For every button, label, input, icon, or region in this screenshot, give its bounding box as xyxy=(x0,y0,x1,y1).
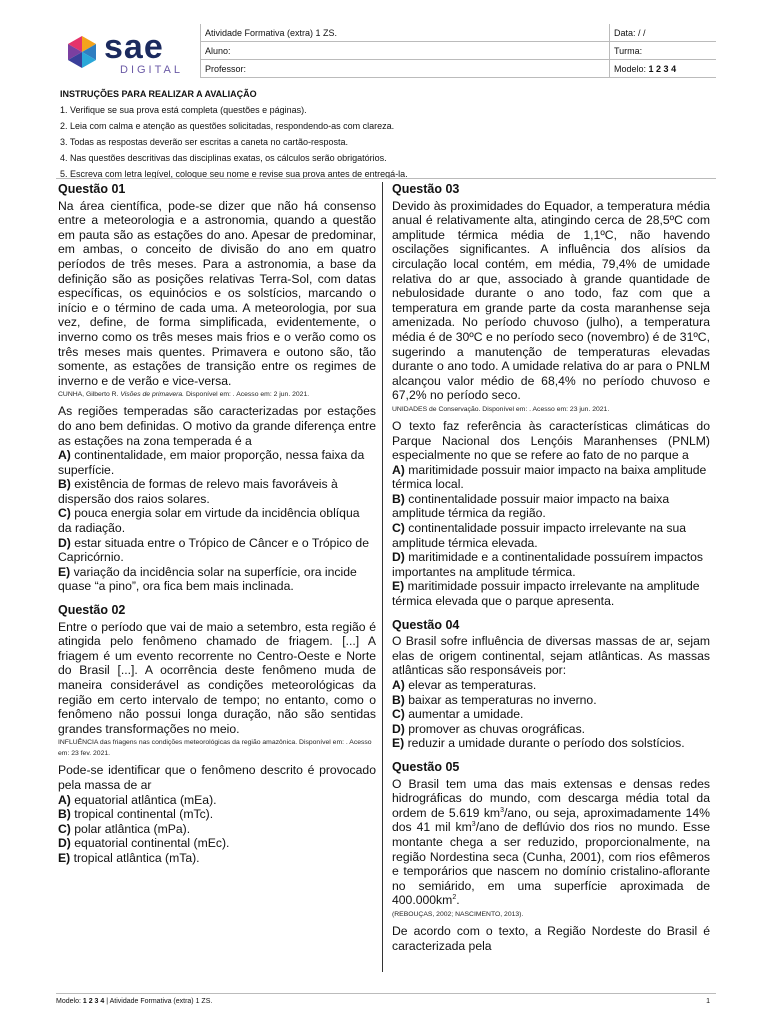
sae-logo-icon xyxy=(62,32,102,72)
option-a[interactable] xyxy=(392,463,710,492)
question-title: Questão 04 xyxy=(392,617,460,632)
option-text: maritimidade e a continentalidade possuírem impactos importantes na amplitude térmica. xyxy=(392,550,703,579)
option-letter: D) xyxy=(58,535,71,550)
option-b[interactable] xyxy=(392,693,710,708)
footer-activity: | Atividade Formativa (extra) 1 ZS. xyxy=(106,998,213,1005)
question-prompt: O texto faz referência às características climáticas do Parque Nacional dos Lençóis Maranhenses (PNLM) especialmente no que se refere ao fato de no parque a xyxy=(392,418,710,463)
superscript: 3 xyxy=(500,806,504,814)
option-c[interactable] xyxy=(392,707,710,722)
option-text: reduzir a umidade durante o período dos solstícios. xyxy=(407,736,685,751)
text-segment: /ano de deflúvio dos rios no mundo. Esse montante chega a ser reduzido, proporcionalmente, na região Nordestina seca (Cunha, 2001), com rios efêmeros e temporários que nascem no domínio cristalino-aflorante no semiárido, em uma superfície aproximada de 400.000km xyxy=(392,820,710,908)
question-prompt: Pode-se identificar que o fenômeno descrito é provocado pela massa de ar xyxy=(58,763,376,792)
left-column xyxy=(58,182,376,866)
superscript: 3 xyxy=(471,821,476,829)
question-title: Questão 03 xyxy=(392,182,460,196)
option-d[interactable] xyxy=(58,836,376,851)
option-e[interactable] xyxy=(58,851,376,866)
option-text: estar situada entre o Trópico de Câncer e o Trópico de Capricórnio. xyxy=(58,535,369,565)
page-footer xyxy=(56,993,716,1005)
instruction-item: 3. Todas as respostas deverão ser escritas a caneta no cartão-resposta. xyxy=(60,137,348,147)
sae-logo xyxy=(58,28,198,78)
question-title: Questão 02 xyxy=(58,603,126,618)
option-text: elevar as temperaturas. xyxy=(408,678,537,692)
option-text: maritimidade possuir maior impacto na baixa amplitude térmica local. xyxy=(392,462,707,492)
text-segment: O Brasil tem uma das mais extensas e densas redes hidrográficas do mundo, com descarga média total da ordem de 5.619 km xyxy=(392,776,710,820)
option-b[interactable] xyxy=(58,477,376,506)
option-d[interactable] xyxy=(392,550,710,579)
brand-subtitle: DIGITAL xyxy=(120,64,183,76)
document-header xyxy=(52,22,716,82)
source-citation: INFLUÊNCIA das friagens nas condições meteorológicas da região amazônica. Disponível em: . Acesso em: 23 fev. 2021. xyxy=(58,739,372,758)
option-text: baixar as temperaturas no inverno. xyxy=(408,692,597,707)
option-text: equatorial atlântica (mEa). xyxy=(74,792,217,807)
instruction-item: 2. Leia com calma e atenção as questões solicitadas, respondendo-as com clareza. xyxy=(60,121,395,131)
option-letter: A) xyxy=(392,462,405,477)
option-letter: D) xyxy=(58,836,71,851)
question-text: O Brasil sofre influência de diversas massas de ar, sejam elas de origem continental, sejam atlânticas. As massas atlânticas são responsáveis por: xyxy=(392,634,710,678)
right-column xyxy=(392,182,710,953)
question-prompt: As regiões temperadas são caracterizadas por estações do ano bem definidas. O motivo da grande diferença entre as estações na zona temperada é a xyxy=(58,404,376,448)
option-e[interactable] xyxy=(392,736,710,751)
info-table xyxy=(200,24,716,78)
option-a[interactable] xyxy=(392,678,710,693)
source-title: Visões de primavera. xyxy=(120,391,185,399)
header-divider xyxy=(56,178,716,179)
option-d[interactable] xyxy=(392,722,710,737)
option-text: existência de formas de relevo mais favoráveis à dispersão dos raios solares. xyxy=(58,477,338,506)
option-letter: B) xyxy=(392,491,405,506)
instructions-title: INSTRUÇÕES PARA REALIZAR A AVALIAÇÃO xyxy=(60,89,257,99)
option-letter: D) xyxy=(392,721,405,736)
page-number: 1 xyxy=(706,998,710,1005)
model-label: Modelo: xyxy=(614,63,647,74)
instruction-item: 5. Escreva com letra legível, coloque seu nome e revise sua prova antes de entregá-la. xyxy=(60,169,408,179)
text-segment: /ano, ou seja, aproximadamente 14% dos 41 mil km xyxy=(392,805,710,835)
source-citation: (REBOUÇAS, 2002; NASCIMENTO, 2013). xyxy=(392,910,524,918)
option-e[interactable] xyxy=(392,579,710,608)
teacher-field: Professor: xyxy=(201,60,610,78)
option-letter: A) xyxy=(58,792,71,807)
option-letter: E) xyxy=(392,579,405,594)
option-b[interactable] xyxy=(392,492,710,521)
question-text: Entre o período que vai de maio a setembro, esta região é atingida pelo fenômeno chamado de friagem. [...] A friagem é um evento recorrente no Centro-Oeste e Norte do Brasil [...]. A ocorrência deste fenômeno muda de maneira considerável as condições meteorológicas da região em certo intervalo de tempo; no entanto, como o fenômeno não possui longa duração, não são sentidas grandes transformações no meio. xyxy=(58,619,376,736)
brand-name: sae xyxy=(104,28,164,66)
option-letter: D) xyxy=(392,550,405,565)
option-d[interactable] xyxy=(58,536,376,565)
option-letter: B) xyxy=(58,807,71,822)
student-field: Aluno: xyxy=(201,42,610,60)
option-text: equatorial continental (mEc). xyxy=(74,836,230,851)
question-title: Questão 01 xyxy=(58,182,126,196)
question-text xyxy=(392,777,710,908)
text-segment: . xyxy=(456,893,460,908)
instruction-item: 4. Nas questões descritivas das disciplinas exatas, os cálculos serão obrigatórios. xyxy=(60,153,387,163)
source-details: Disponível em: . Acesso em: 2 jun. 2021. xyxy=(185,391,310,399)
column-divider xyxy=(382,182,383,972)
class-field: Turma: xyxy=(610,42,717,60)
superscript: 2 xyxy=(452,894,457,902)
option-letter: E) xyxy=(392,736,405,751)
source-citation xyxy=(58,389,376,400)
option-text: continentalidade, em maior proporção, nessa faixa da superfície. xyxy=(58,448,365,477)
option-letter: C) xyxy=(58,506,71,521)
source-author: CUNHA, Gilberto R. xyxy=(58,391,119,399)
option-letter: B) xyxy=(58,477,71,492)
option-letter: E) xyxy=(58,564,71,579)
footer-model-label: Modelo: xyxy=(56,998,81,1005)
option-text: variação da incidência solar na superfície, ora incide quase “a pino”, ora fica bem mais inclinada. xyxy=(58,564,357,594)
instructions xyxy=(60,86,720,182)
activity-title: Atividade Formativa (extra) 1 ZS. xyxy=(201,24,610,42)
option-text: polar atlântica (mPa). xyxy=(74,821,191,836)
source-citation: UNIDADES de Conservação. Disponível em: . Acesso em: 23 jun. 2021. xyxy=(392,405,610,413)
option-e[interactable] xyxy=(58,565,376,594)
option-c[interactable] xyxy=(58,822,376,837)
option-text: tropical atlântica (mTa). xyxy=(73,850,200,865)
option-text: continentalidade possuir impacto irrelevante na sua amplitude térmica elevada. xyxy=(392,521,687,550)
question-prompt: De acordo com o texto, a Região Nordeste do Brasil é caracterizada pela xyxy=(392,923,710,953)
option-letter: C) xyxy=(392,521,405,536)
option-c[interactable] xyxy=(58,506,376,535)
option-letter: A) xyxy=(392,678,405,692)
option-letter: C) xyxy=(58,821,71,836)
option-b[interactable] xyxy=(58,807,376,822)
model-field xyxy=(610,60,717,78)
option-letter: C) xyxy=(392,707,405,722)
question-title: Questão 05 xyxy=(392,759,460,774)
option-a[interactable] xyxy=(58,793,376,808)
option-text: tropical continental (mTc). xyxy=(74,807,214,822)
option-text: maritimidade possuir impacto irrelevante na amplitude térmica elevada que o parque apresenta. xyxy=(392,579,700,609)
option-a[interactable] xyxy=(58,448,376,477)
option-letter: B) xyxy=(392,692,405,707)
option-text: pouca energia solar em virtude da incidência oblíqua da radiação. xyxy=(58,506,360,536)
option-text: aumentar a umidade. xyxy=(408,707,524,722)
date-field: Data: / / xyxy=(610,24,717,42)
question-text: Na área científica, pode-se dizer que não há consenso entre a meteorologia e a astronomia, quando a questão em pauta são as estações do ano. Apesar de predominar, em ambas, o conceito de divisão do ano em quatro períodos de três meses. Para a astronomia, a base da definição são as posições relativas Terra-Sol, com datas específicas, os equinócios e os solstícios, marcando o início e o término de cada uma. A meteorologia, por sua vez, define, de forma simplificada, evidentemente, o inverno como os três meses mais frios e o verão como os três meses mais quentes. Primavera e outono são, tão somente, as estações de transição entre os regimes de inverno e de verão e vice-versa. xyxy=(58,198,376,388)
footer-model-values: 1 2 3 4 xyxy=(82,998,105,1005)
option-letter: A) xyxy=(58,448,71,463)
question-text: Devido às proximidades do Equador, a temperatura média anual é relativamente alta, atingindo cerca de 28,5ºC com amplitude térmica média de 1,1ºC, não havendo oscilações significantes. A influência dos alísios da circulação local contém, em média, 79,4% de umidade relativa do ar que, associado à grande quantidade de nebulosidade durante o ano todo, faz com que a temperatura em grande parte da costa maranhense seja amenizada. No período chuvoso (julho), a temperatura média é de 30ºC e no período seco (novembro) é de 31ºC, sugerindo a manutenção de temperaturas elevadas durante o ano todo. A umidade relativa do ar para o PNLM alcançou valor médio de 68,4% no período chuvoso e 67,2% no período seco. xyxy=(392,198,710,403)
model-values: 1 2 3 4 xyxy=(648,63,677,74)
option-text: promover as chuvas orográficas. xyxy=(408,721,586,736)
option-text: continentalidade possuir maior impacto na baixa amplitude térmica da região. xyxy=(392,491,670,521)
option-letter: E) xyxy=(58,850,71,865)
instruction-item: 1. Verifique se sua prova está completa (questões e páginas). xyxy=(60,105,307,115)
option-c[interactable] xyxy=(392,521,710,550)
